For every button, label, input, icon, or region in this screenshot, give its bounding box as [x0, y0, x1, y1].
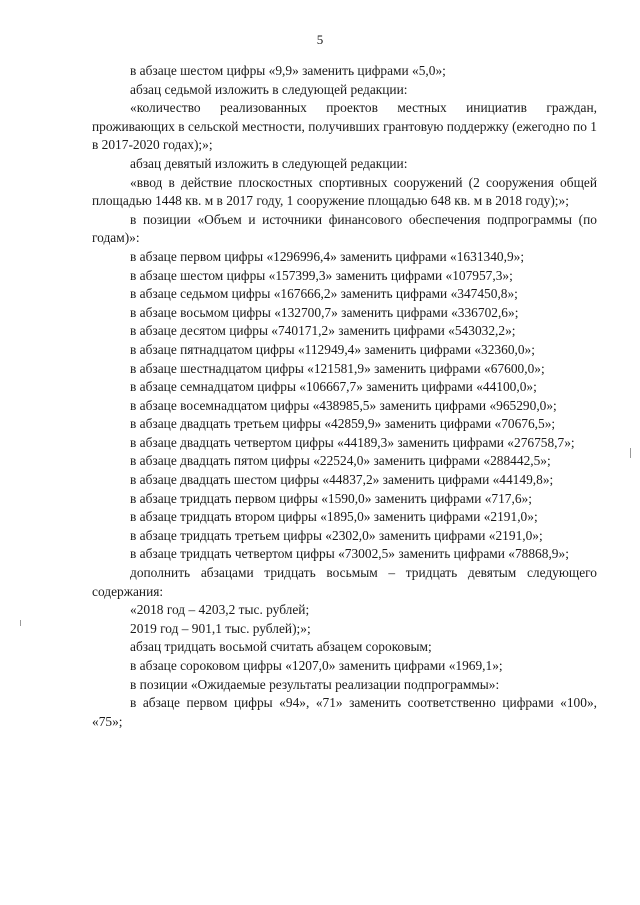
- paragraph: в абзаце первом цифры «1296996,4» заменить цифрами «1631340,9»;: [130, 248, 525, 264]
- paragraph: в абзаце пятнадцатом цифры «112949,4» заменить цифрами «32360,0»;: [130, 341, 535, 357]
- paragraph: в абзаце первом цифры «94», «71» заменить соответственно цифрами «100», «75»;: [92, 695, 597, 729]
- paragraph: в абзаце тридцать третьем цифры «2302,0» заменить цифрами «2191,0»;: [130, 527, 543, 543]
- paragraph: в абзаце шестом цифры «9,9» заменить цифрами «5,0»;: [130, 63, 446, 78]
- paragraph: «2018 год – 4203,2 тыс. рублей;: [130, 602, 310, 618]
- paragraph: абзац седьмой изложить в следующей редакции:: [130, 81, 408, 97]
- paragraph: дополнить абзацами тридцать восьмым – тридцать девятым следующего содержания:: [92, 565, 597, 599]
- paragraph: в абзаце двадцать третьем цифры «42859,9» заменить цифрами «70676,5»;: [130, 416, 556, 432]
- paragraph: абзац тридцать восьмой считать абзацем сороковым;: [130, 639, 432, 655]
- paragraph: абзац девятый изложить в следующей редакции:: [130, 155, 408, 171]
- paragraph: в абзаце восемнадцатом цифры «438985,5» заменить цифрами «965290,0»;: [130, 397, 557, 413]
- document-body: [92, 62, 597, 731]
- paragraph: в абзаце семнадцатом цифры «106667,7» заменить цифрами «44100,0»;: [130, 379, 537, 395]
- paragraph: в абзаце двадцать четвертом цифры «44189,3» заменить цифрами «276758,7»;: [130, 434, 575, 450]
- paragraph: в абзаце десятом цифры «740171,2» заменить цифрами «543032,2»;: [130, 323, 516, 339]
- paragraph: в абзаце сороковом цифры «1207,0» заменить цифрами «1969,1»;: [130, 658, 503, 673]
- paragraph: в позиции «Объем и источники финансового обеспечения подпрограммы (по годам)»:: [92, 211, 597, 246]
- paragraph: «ввод в действие плоскостных спортивных сооружений (2 сооружения общей площадью 1448 кв. м в 2017 году, 1 сооружение площадью 648 кв. м в 2018 году);»;: [92, 174, 597, 209]
- paragraph: в абзаце двадцать шестом цифры «44837,2» заменить цифрами «44149,8»;: [130, 472, 554, 488]
- scan-mark: [630, 448, 631, 458]
- page-number: 5: [316, 32, 324, 47]
- scan-mark: [20, 620, 21, 626]
- paragraph: в абзаце шестнадцатом цифры «121581,9» заменить цифрами «67600,0»;: [130, 360, 545, 376]
- paragraph: «количество реализованных проектов местных инициатив граждан, проживающих в сельской местности, получивших грантовую поддержку (ежегодно по 1 в 2017-2020 годах);»;: [92, 100, 597, 153]
- paragraph: в абзаце тридцать первом цифры «1590,0» заменить цифрами «717,6»;: [130, 490, 532, 506]
- paragraph: в абзаце восьмом цифры «132700,7» заменить цифрами «336702,6»;: [130, 304, 519, 320]
- paragraph: в абзаце седьмом цифры «167666,2» заменить цифрами «347450,8»;: [130, 286, 518, 302]
- paragraph: 2019 год – 901,1 тыс. рублей);»;: [130, 620, 311, 636]
- paragraph: в позиции «Ожидаемые результаты реализации подпрограммы»:: [130, 676, 500, 692]
- paragraph: в абзаце тридцать втором цифры «1895,0» заменить цифрами «2191,0»;: [130, 509, 538, 525]
- paragraph: в абзаце двадцать пятом цифры «22524,0» заменить цифрами «288442,5»;: [130, 453, 551, 469]
- paragraph: в абзаце тридцать четвертом цифры «73002,5» заменить цифрами «78868,9»;: [130, 546, 569, 562]
- paragraph: в абзаце шестом цифры «157399,3» заменить цифрами «107957,3»;: [130, 267, 513, 283]
